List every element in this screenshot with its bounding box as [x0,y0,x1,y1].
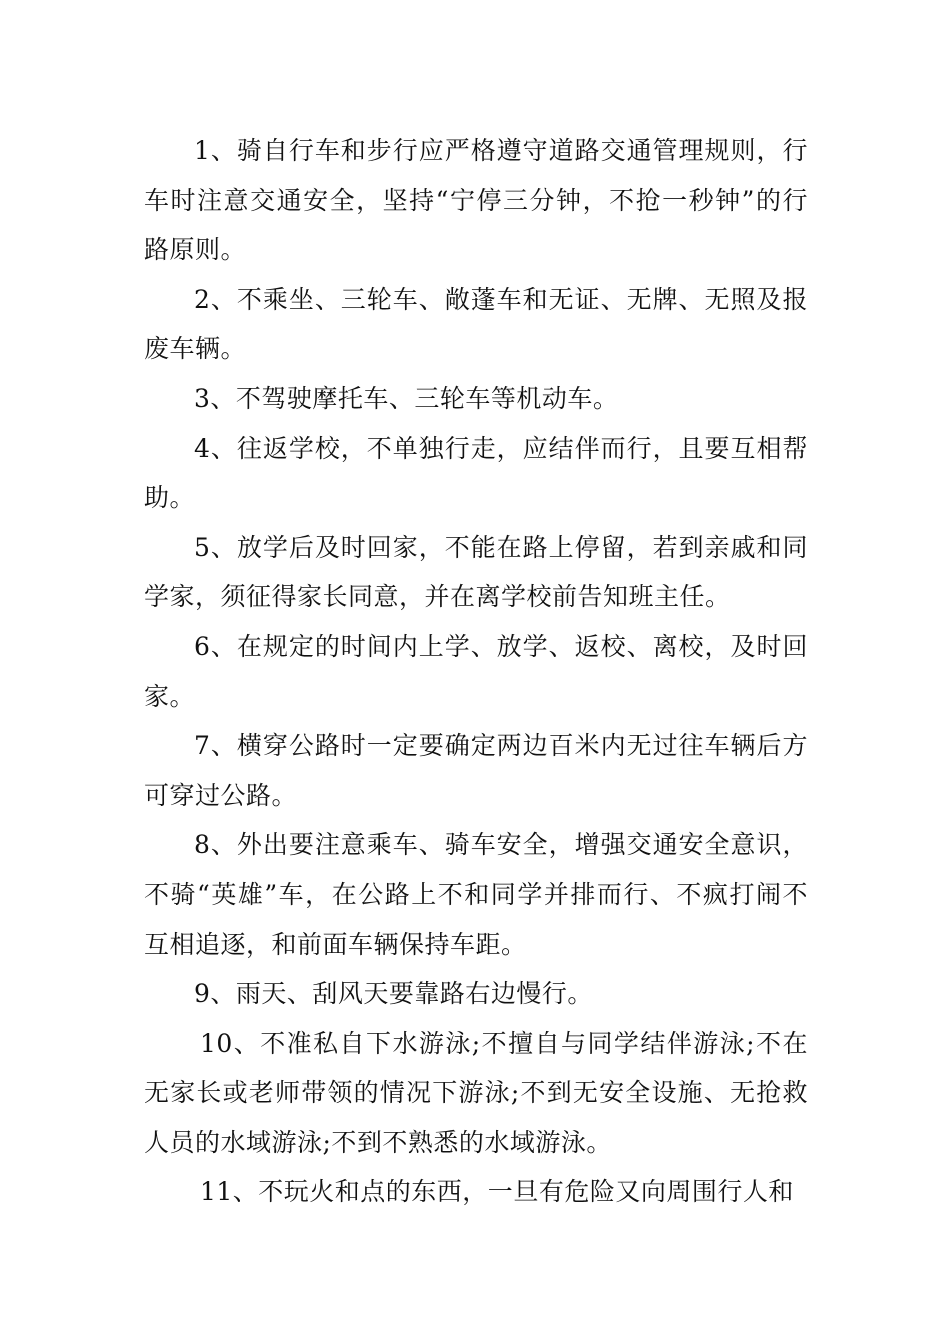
paragraph-10: 10、不准私自下水游泳;不擅自与同学结伴游泳;不在无家长或老师带领的情况下游泳;不到无安全设施、无抢救人员的水域游泳;不到不熟悉的水域游泳。 [144,1028,808,1157]
paragraph-5: 5、放学后及时回家，不能在路上停留，若到亲戚和同学家，须征得家长同意，并在离学校前告知班主任。 [144,532,808,612]
paragraph-3: 3、不驾驶摩托车、三轮车等机动车。 [194,383,619,413]
paragraph-2: 2、不乘坐、三轮车、敞蓬车和无证、无牌、无照及报废车辆。 [144,284,808,364]
paragraph-4: 4、往返学校，不单独行走，应结伴而行，且要互相帮助。 [144,433,808,513]
paragraph-7: 7、横穿公路时一定要确定两边百米内无过往车辆后方可穿过公路。 [144,731,808,810]
document-body [144,126,808,1217]
paragraph-8: 8、外出要注意乘车、骑车安全，增强交通安全意识，不骑“英雄”车，在公路上不和同学并排而行、不疯打闹不互相追逐，和前面车辆保持车距。 [144,830,808,959]
paragraph-11: 11、不玩火和点的东西，一旦有危险又向周围行人和 [200,1177,794,1207]
paragraph-1: 1、骑自行车和步行应严格遵守道路交通管理规则，行车时注意交通安全，坚持“宁停三分钟，不抢一秒钟”的行路原则。 [144,136,808,265]
paragraph-6: 6、在规定的时间内上学、放学、返校、离校，及时回家。 [144,631,808,711]
paragraph-9: 9、雨天、刮风天要靠路右边慢行。 [194,979,593,1009]
